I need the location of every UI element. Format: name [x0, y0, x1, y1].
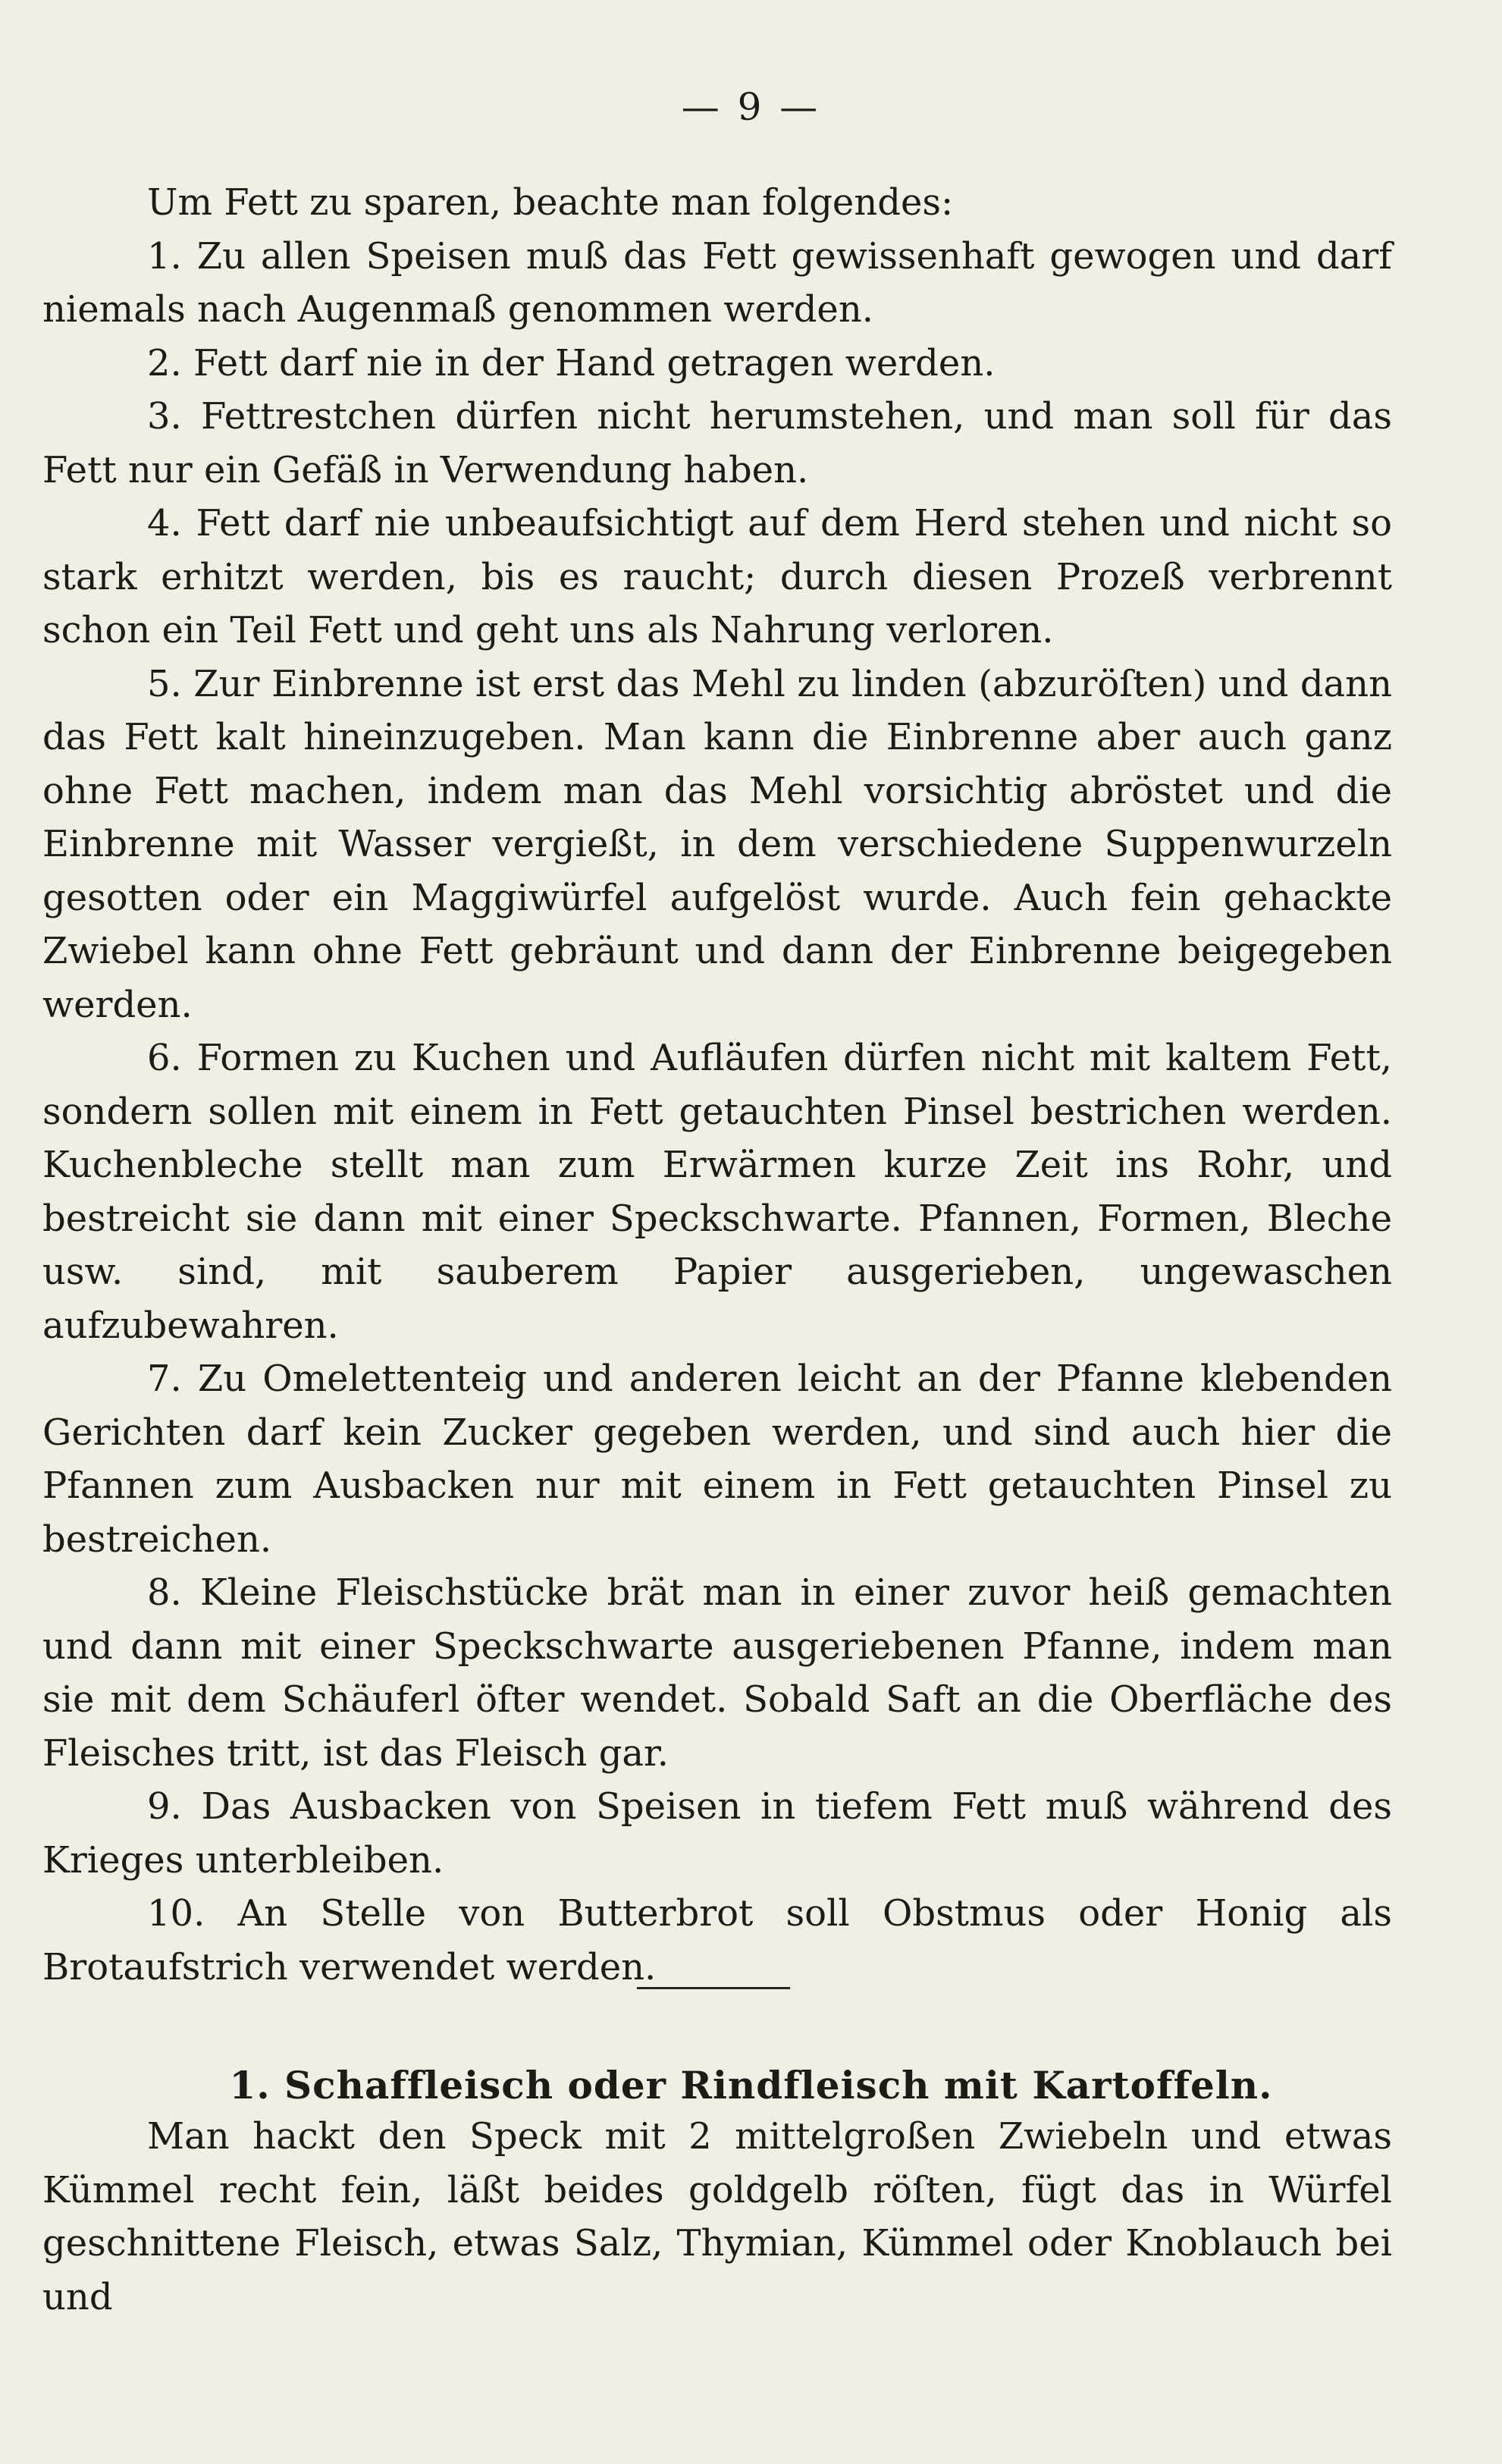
- rule-item: 6. Formen zu Kuchen und Aufläufen dürfen nicht mit kaltem Fett, sondern sollen mit einem in Fett getauchten Pinsel bestrichen werden. Kuchenbleche stellt man zum Erwärmen kurze Zeit ins Rohr, und bestreicht sie dann mit einer Speckschwarte. Pfannen, Formen, Bleche usw. sind, mit sauberem Papier ausgerieben, ungewaschen aufzubewahren.: [42, 1037, 1392, 1347]
- rule-item: 7. Zu Omelettenteig und anderen leicht an der Pfanne klebenden Gerichten darf kein Zucker gegeben werden, und sind auch hier die Pfannen zum Ausbacken nur mit einem in Fett getauchten Pinsel zu bestreichen.: [42, 1358, 1392, 1561]
- rule-item: 5. Zur Einbrenne ist erst das Mehl zu linden (abzuröſten) und dann das Fett kalt hineinzugeben. Man kann die Einbrenne aber auch ganz ohne Fett machen, indem man das Mehl vorsichtig abröstet und die Einbrenne mit Wasser vergießt, in dem verschiedene Suppenwurzeln gesotten oder ein Maggiwürfel aufgelöst wurde. Auch fein gehackte Zwiebel kann ohne Fett gebräunt und dann der Einbrenne beigegeben werden.: [42, 662, 1392, 1026]
- rule-item: 1. Zu allen Speisen muß das Fett gewissenhaft gewogen und darf niemals nach Augenmaß genommen werden.: [42, 234, 1392, 331]
- rule-item: 9. Das Ausbacken von Speisen in tiefem Fett muß während des Krieges unterbleiben.: [42, 1785, 1392, 1882]
- rule-item: 4. Fett darf nie unbeaufsichtigt auf dem Herd stehen und nicht so stark erhitzt werden, bis es raucht; durch diesen Prozeß verbrennt schon ein Teil Fett und geht uns als Nahrung verloren.: [42, 502, 1392, 651]
- rule-item: 8. Kleine Fleischstücke brät man in einer zuvor heiß gemachten und dann mit einer Speckschwarte ausgeriebenen Pfanne, indem man sie mit dem Schäuferl öfter wendet. Sobald Saft an die Oberfläche des Fleisches tritt, ist das Fleisch gar.: [42, 1571, 1392, 1775]
- rule-item: 2. Fett darf nie in der Hand getragen werden.: [147, 341, 996, 385]
- page-number: — 9 —: [681, 85, 821, 129]
- section-divider: [637, 1987, 790, 1989]
- rule-item: 3. Fettrestchen dürfen nicht herumstehen, und man soll für das Fett nur ein Gefäß in Verwendung haben.: [42, 395, 1392, 491]
- recipe-heading: 1. Schaffleisch oder Rindfleisch mit Kartoffeln.: [229, 2062, 1273, 2108]
- rules-intro: Um Fett zu sparen, beachte man folgendes:: [147, 181, 954, 224]
- rule-item: 10. An Stelle von Butterbrot soll Obstmus oder Honig als Brotaufstrich verwendet werden.: [42, 1892, 1392, 1988]
- fat-saving-rules: [42, 176, 1392, 1994]
- recipe-text: Man hackt den Speck mit 2 mittelgroßen Zwiebeln und etwas Kümmel recht fein, läßt beides goldgelb röſten, fügt das in Würfel geschnittene Fleisch, etwas Salz, Thymian, Kümmel oder Knoblauch bei und: [42, 2115, 1392, 2318]
